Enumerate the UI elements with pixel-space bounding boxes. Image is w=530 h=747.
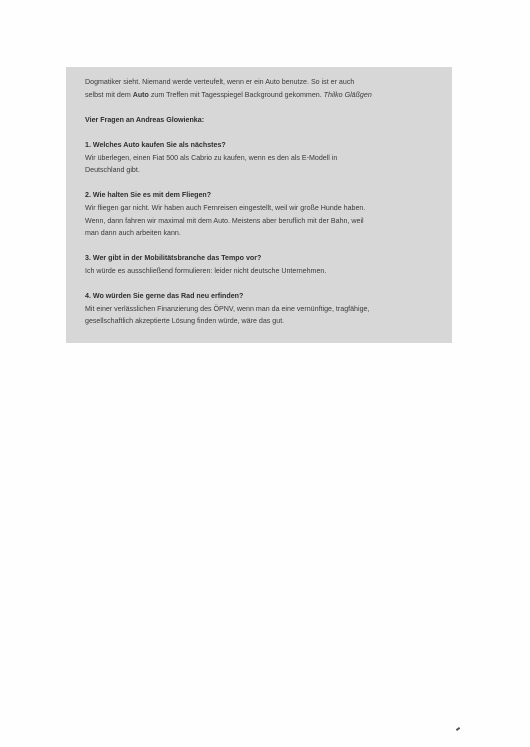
intro-line-2-bold: Auto: [132, 90, 149, 99]
question-2: 2. Wie halten Sie es mit dem Fliegen?: [85, 191, 212, 200]
intro-line-1: Dogmatiker sieht. Niemand werde verteufelt, wenn er ein Auto benutze. So ist er auch: [85, 78, 355, 86]
question-1: 1. Welches Auto kaufen Sie als nächstes?: [85, 140, 226, 149]
question-3: 3. Wer gibt in der Mobilitätsbranche das Tempo vor?: [85, 254, 262, 263]
answer-1-line-1: Wir überlegen, einen Fiat 500 als Cabrio zu kaufen, wenn es den als E-Modell in: [85, 153, 338, 162]
question-4: 4. Wo würden Sie gerne das Rad neu erfinden?: [85, 292, 244, 301]
answer-4-line-1: Mit einer verlässlichen Finanzierung des ÖPNV, wenn man da eine vernünftige, tragfähige,: [85, 304, 370, 313]
answer-2-line-2: Wenn, dann fahren wir maximal mit dem Auto. Meistens aber beruflich mit der Bahn, weil: [85, 216, 364, 225]
qa-item-2: [85, 189, 434, 239]
interview-box: [66, 67, 452, 343]
section-heading: Vier Fragen an Andreas Glowienka:: [85, 115, 205, 124]
answer-2-line-1: Wir fliegen gar nicht. Wir haben auch Fernreisen eingestellt, weil wir große Hunde haben.: [85, 203, 366, 212]
qa-item-3: [85, 252, 434, 277]
qa-item-4: [85, 290, 434, 328]
intro-line-2-end: zum Treffen mit Tagesspiegel Background gekommen.: [148, 90, 324, 99]
answer-2-line-3: man dann auch arbeiten kann.: [85, 229, 181, 238]
qa-item-1: [85, 139, 434, 177]
intro-line-2-start: selbst mit dem: [85, 90, 133, 99]
scan-mark: [456, 727, 460, 731]
author-name: Thilko Gläßgen: [323, 90, 372, 99]
answer-1-line-2: Deutschland gibt.: [85, 166, 140, 175]
answer-3-line-1: Ich würde es ausschließend formulieren: leider nicht deutsche Unternehmen.: [85, 266, 327, 275]
intro-paragraph: [85, 76, 434, 101]
answer-4-line-2: gesellschaftlich akzeptierte Lösung finden würde, wäre das gut.: [85, 317, 285, 326]
